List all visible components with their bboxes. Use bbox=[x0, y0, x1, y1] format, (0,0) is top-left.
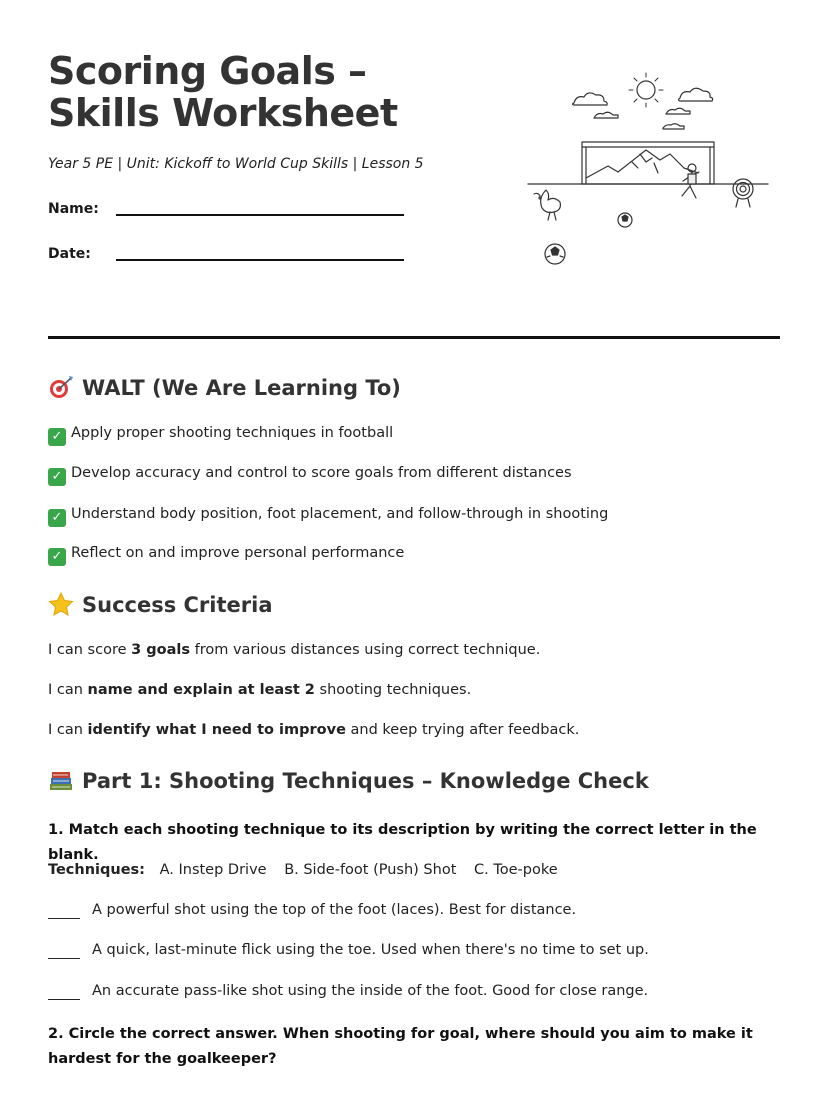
date-line[interactable] bbox=[116, 259, 404, 261]
criteria-item: I can score 3 goals from various distances using correct technique. bbox=[48, 642, 541, 658]
date-field[interactable] bbox=[48, 246, 91, 262]
football-scene-icon bbox=[520, 68, 770, 273]
target-icon bbox=[48, 375, 74, 399]
books-icon bbox=[48, 768, 74, 792]
answer-blank[interactable] bbox=[48, 983, 80, 1000]
criteria-item: I can name and explain at least 2 shooting techniques. bbox=[48, 682, 472, 698]
walt-heading-text: WALT (We Are Learning To) bbox=[82, 376, 401, 400]
checkmark-icon: ✓ bbox=[48, 428, 66, 446]
checkmark-icon: ✓ bbox=[48, 548, 66, 566]
date-label: Date: bbox=[48, 246, 91, 262]
success-heading bbox=[48, 592, 273, 617]
match-row: A quick, last-minute flick using the toe. Used when there's no time to set up. bbox=[48, 942, 649, 959]
match-row: A powerful shot using the top of the foot (laces). Best for distance. bbox=[48, 902, 576, 919]
name-line[interactable] bbox=[116, 214, 404, 216]
criteria-item: I can identify what I need to improve and keep trying after feedback. bbox=[48, 722, 580, 738]
success-heading-text: Success Criteria bbox=[82, 593, 273, 617]
walt-item: ✓ Reflect on and improve personal performance bbox=[48, 545, 404, 566]
techniques-list: Techniques: A. Instep Drive B. Side-foot (Push) Shot C. Toe-poke bbox=[48, 862, 558, 878]
checkmark-icon: ✓ bbox=[48, 468, 66, 486]
question-1: 1. Match each shooting technique to its description by writing the correct letter in the blank. bbox=[48, 822, 757, 863]
checkmark-icon: ✓ bbox=[48, 509, 66, 527]
walt-heading bbox=[48, 375, 401, 400]
name-label: Name: bbox=[48, 201, 99, 217]
name-field[interactable] bbox=[48, 201, 99, 217]
walt-item: ✓ Understand body position, foot placement, and follow-through in shooting bbox=[48, 506, 608, 527]
page-title: Scoring Goals – Skills Worksheet bbox=[48, 49, 398, 135]
walt-item: ✓ Develop accuracy and control to score goals from different distances bbox=[48, 465, 572, 486]
section-divider bbox=[48, 336, 780, 339]
match-row: An accurate pass-like shot using the inside of the foot. Good for close range. bbox=[48, 983, 648, 1000]
star-icon bbox=[48, 592, 74, 616]
question-2: 2. Circle the correct answer. When shooting for goal, where should you aim to make it hardest for the goalkeeper? bbox=[48, 1026, 753, 1067]
walt-item: ✓ Apply proper shooting techniques in football bbox=[48, 425, 393, 446]
answer-blank[interactable] bbox=[48, 942, 80, 959]
part1-heading-text: Part 1: Shooting Techniques – Knowledge Check bbox=[82, 769, 649, 793]
part1-heading bbox=[48, 768, 649, 793]
answer-blank[interactable] bbox=[48, 902, 80, 919]
page-subtitle: Year 5 PE | Unit: Kickoff to World Cup Skills | Lesson 5 bbox=[48, 156, 424, 172]
